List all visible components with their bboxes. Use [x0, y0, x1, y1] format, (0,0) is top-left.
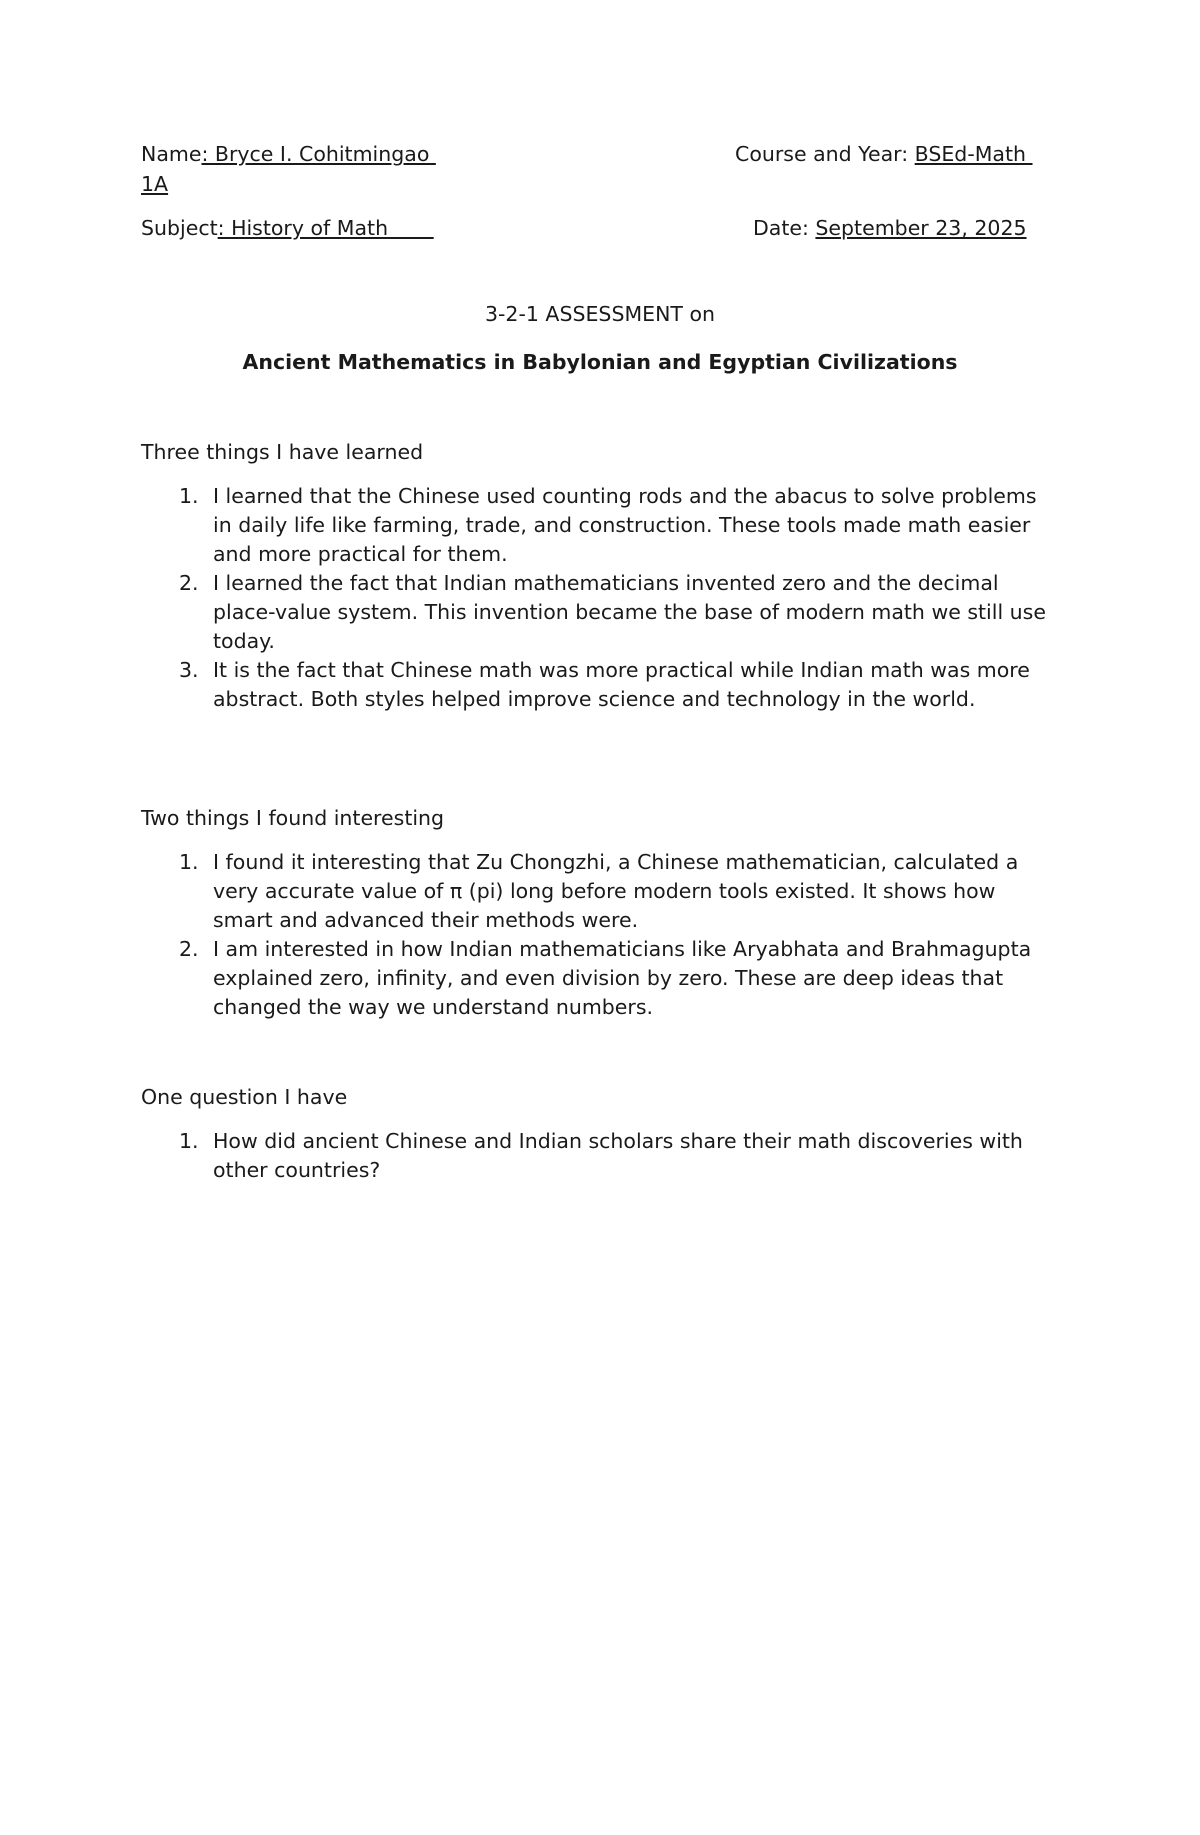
list-item: [141, 1127, 1061, 1185]
course-value-continued: [141, 172, 168, 196]
list-number: 3.: [179, 658, 199, 682]
list-item: [141, 935, 1061, 1022]
list-text: I learned the fact that Indian mathematicians invented zero and the decimal place-value system. This invention became the base of modern math we still use today.: [213, 571, 1046, 653]
subject-value: : History of Math: [217, 216, 434, 240]
document-title: Ancient Mathematics in Babylonian and Egyptian Civilizations: [242, 350, 958, 374]
section-heading-learned: Three things I have learned: [141, 440, 424, 464]
list-number: 2.: [179, 571, 199, 595]
date-label: Date:: [753, 216, 816, 240]
assessment-subtitle: 3-2-1 ASSESSMENT on: [484, 302, 715, 326]
name-value: : Bryce I. Cohitmingao: [201, 142, 436, 166]
list-item: [141, 569, 1061, 656]
interesting-list: [141, 848, 1061, 1022]
list-number: 1.: [179, 850, 199, 874]
name-field: [141, 142, 436, 166]
list-number: 2.: [179, 937, 199, 961]
list-number: 1.: [179, 1129, 199, 1153]
date-field: [753, 216, 1027, 240]
section-heading-question: One question I have: [141, 1085, 348, 1109]
list-item: [141, 848, 1061, 935]
list-number: 1.: [179, 484, 199, 508]
date-value: September 23, 2025: [815, 216, 1027, 240]
name-label: Name: [141, 142, 202, 166]
list-text: I found it interesting that Zu Chongzhi, a Chinese mathematician, calculated a very accurate value of π (pi) long before modern tools existed. It shows how smart and advanced their methods were.: [213, 850, 1019, 932]
course-field: [735, 142, 1033, 166]
question-list: [141, 1127, 1061, 1185]
list-text: I learned that the Chinese used counting rods and the abacus to solve problems in daily life like farming, trade, and construction. These tools made math easier and more practical for them.: [213, 484, 1037, 566]
subject-field: [141, 216, 434, 240]
list-text: It is the fact that Chinese math was more practical while Indian math was more abstract. Both styles helped improve science and technology in the world.: [213, 658, 1030, 711]
course-label: Course and Year:: [735, 142, 915, 166]
subject-label: Subject: [141, 216, 218, 240]
course-value-cont: 1A: [141, 172, 169, 196]
course-value: BSEd-Math: [914, 142, 1033, 166]
list-item: [141, 656, 1061, 714]
list-text: I am interested in how Indian mathematicians like Aryabhata and Brahmagupta explained zero, infinity, and even division by zero. These are deep ideas that changed the way we understand numbers.: [213, 937, 1032, 1019]
list-item: [141, 482, 1061, 569]
learned-list: [141, 482, 1061, 714]
list-text: How did ancient Chinese and Indian scholars share their math discoveries with other countries?: [213, 1129, 1023, 1182]
section-heading-interesting: Two things I found interesting: [141, 806, 445, 830]
